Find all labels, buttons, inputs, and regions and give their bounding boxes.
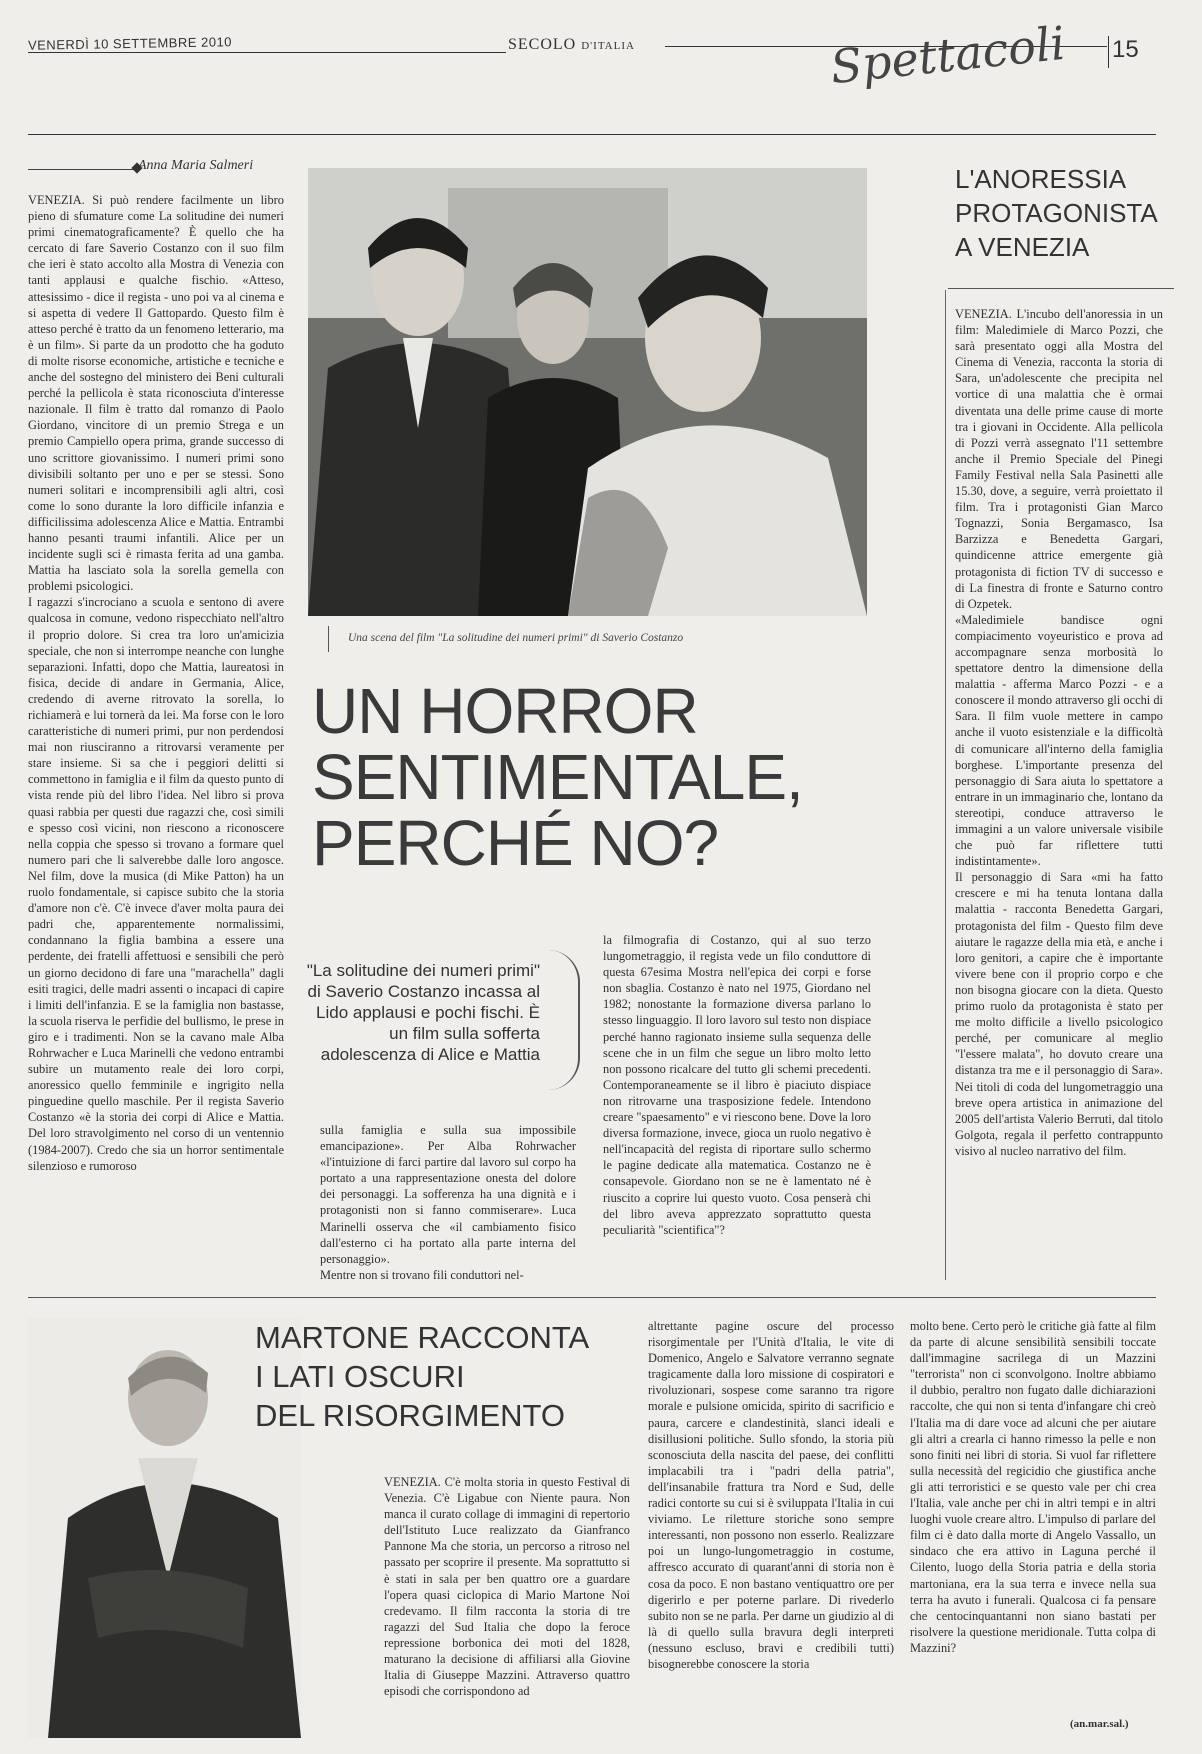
- byline-rule: [28, 169, 138, 170]
- caption-rule: [328, 626, 329, 652]
- issue-date: VENERDÌ 10 SETTEMBRE 2010: [27, 34, 233, 53]
- main-article-column-2: sulla famiglia e sulla sua impossibile emancipazione». Per Alba Rohrwacher «l'intuizione di farci partire dal lavoro sul corpo ha portato a una rappresentazione onesta del dolore dei personaggi. La sofferenza ha una dignità e i protagonisti non si fanno commiserare». Luca Marinelli osserva che «il cambiamento fisico dall'esterno ci ha portato alla parte interna del personaggio». Mentre non si trovano fili conduttori nel-: [320, 1123, 576, 1282]
- pagenum-divider: [1108, 36, 1109, 68]
- side-headline-line-2: PROTAGONISTA: [955, 198, 1158, 228]
- bottom-article-signature: (an.mar.sal.): [1070, 1718, 1129, 1730]
- header-rule: [28, 134, 1156, 135]
- pull-quote: "La solitudine dei numeri primi" di Saverio Costanzo incassa al Lido applausi e pochi fischi. È un film sulla sofferta adolescenza di Alice e Mattia: [306, 961, 540, 1064]
- masthead-rule-left: [28, 52, 506, 53]
- side-headline: [955, 162, 1158, 264]
- main-article-column-3: la filmografia di Costanzo, qui al suo terzo lungometraggio, il regista vede un filo conduttore di questa 67esima Mostra nell'epica dei corpi e forse non sbaglia. Costanzo è nato nel 1975, Giordano nel 1982; nonostante la formazione diversa parlano lo stesso linguaggio. Il loro lavoro sul testo non dispiace perché hanno ragionato insieme sulla sequenza delle scene che in un film che segue un libro molto letto non possono ricalcare del tutto gli schemi precedenti. Contemporaneamente se il libro è piaciuto dispiace non ritrovarne una trasposizione fedele. Intendono creare "spaesamento" e vi riescono bene. Dove la loro diversa formazione, invece, gioca un ruolo negativo è nell'incapacità del regista di riportare sullo schermo le pagine dedicate alla matematica. Costanzo ne è consapevole. Giordano non se ne è lamentato né è riuscito a coprire lui questo vuoto. Cosa penserà chi del libro aveva apprezzato soprattutto questa peculiarità "scientifica"?: [603, 933, 871, 1237]
- newspaper-name: [508, 36, 635, 54]
- newspaper-name-sub: D'ITALIA: [581, 40, 635, 52]
- bottom-article-column-3: molto bene. Certo però le critiche già fatte al film da parte di alcune sensibilità sensibili toccate dall'immagine sacrilega di un Mazzini "terrorista" non ci sconvolgono. Inoltre abbiamo il dubbio, peraltro non fugato dalle dichiarazioni raccolte, che qui non si tenta d'infangare chi creò l'Italia ma di dare voce ad alcuni che per aiutare gli altri a crearla ci hanno rimesso la pelle e non sono finiti nei libri di storia. Si vuol far riflettere sulla necessità del regicidio che giustifica anche gli atti terroristici e se questo vale per chi crea l'Italia, vale anche per chi in altri tempi e in altri luoghi vuole creare altro. L'impulso di parlare del film ci è dato dalla morte di Angelo Vassallo, un sindaco che era attivo in Laguna perché il Cilento, luogo della Storia patria e della storia martoniana, era la sua terra e invece nella sua terra ha avuto i funerali. Qualcosa ci fa pensare che centocinquantanni non siano bastati per risolvere la questione meridionale. Tutta colpa di Mazzini?: [910, 1319, 1156, 1655]
- bottom-headline: [255, 1318, 589, 1435]
- bottom-headline-line-1: MARTONE RACCONTA: [255, 1320, 590, 1355]
- side-headline-rule: [948, 288, 1174, 289]
- bottom-headline-line-3: DEL RISORGIMENTO: [255, 1398, 566, 1433]
- bottom-article-column-1: VENEZIA. C'è molta storia in questo Festival di Venezia. C'è Ligabue con Niente paura. Non manca il curato collage di immagini di repertorio dell'Istituto Luce realizzato da Gianfranco Pannone Ma che storia, un percorso a ritroso nel passato per scoprire il presente. Ma soprattutto si è stati in sala per ben quattro ore a guardare l'opera quasi ciclopica di Mario Martone Noi credevamo. Il film racconta la storia di tre ragazzi del Sud Italia che dopo la feroce repressione borbonica dei moti del 1828, maturano la decisione di affiliarsi alla Giovine Italia di Giuseppe Mazzini. Attraverso quattro episodi che corrispondono ad: [384, 1475, 630, 1699]
- section-title: Spettacoli: [827, 15, 1068, 95]
- main-headline-line-3: PERCHÉ NO?: [312, 807, 719, 879]
- side-headline-line-1: L'ANORESSIA: [955, 164, 1127, 194]
- byline: Anna Maria Salmeri: [138, 158, 254, 173]
- pull-quote-bracket: [548, 950, 580, 1090]
- film-scene-photo: [308, 168, 867, 616]
- main-article-column-1: VENEZIA. Si può rendere facilmente un libro pieno di sfumature come La solitudine dei numeri primi cinematograficamente? È quello che ha cercato di fare Saverio Costanzo con il suo film che ieri è stato accolto alla Mostra di Venezia con tanti applausi e qualche fischio. «Atteso, attesissimo - dice il regista - uno poi va al cinema e si aspetta di vedere Il Gattopardo. Questo film è atteso perché è tratto da un fenomeno letterario, ma è un film». Si parte da un prodotto che ha goduto di molte risorse economiche, artistiche e tecniche e anche del sostegno del ministero dei Beni culturali perché la pellicola è stata riconosciuta d'interesse nazionale. Il film è tratto dal romanzo di Paolo Giordano, vincitore di un premio Strega e un premio Campiello opera prima, grande successo di uno scrittore giovanissimo. I numeri primi sono divisibili soltanto per uno e per se stessi. Sono numeri solitari e incomprensibili agli altri, così come lo sono durante la loro difficile infanzia e difficilissima adolescenza Alice e Mattia. Entrambi hanno pesanti traumi infantili. Alice per un incidente sugli sci è rimasta ferita ad una gamba. Mattia ha lasciato sola la sorella gemella con problemi psicologici. I ragazzi s'incrociano a scuola e sentono di avere qualcosa in comune, vedono rispecchiato nell'altro il proprio dolore. Si crea tra loro un'amicizia speciale, che non si interrompe neanche con lunghe separazioni. Infatti, dopo che Mattia, laureatosi in fisica, decide di andare in Germania, Alice, credendo di averne ritrovato la sorella, lo richiamerà e lui tornerà da lei. Ma forse con le loro caratteristiche di numeri primi, pur non perdendosi mai non riusciranno a ritrovarsi veramente per stare insieme. Si sa che i peggiori delitti si commettono in famiglia e il film da questo punto di vista rende più del libro l'idea. Nel libro si prova quasi rabbia per questi due ragazzi che, così simili e spesso così vicini, non riescono a riconoscere nella coppia che spesso si trovano a formare quel numero pari che li salverebbe dalle loro angosce. Nel film, dove la musica (di Mike Patton) ha un ruolo fondamentale, si capisce subito che la storia d'amore non c'è. C'è invece d'aver molta paura dei padri che, apparentemente normalissimi, condannano la figlia bambina a essere una perdente, dei fratelli affettuosi e sensibili che però un giorno decidono di fare una "marachella" dagli esiti tragici, delle madri assenti o incapaci di capire i limiti dell'infanzia. E se la famiglia non bastasse, la scuola riserva le perfidie del bullismo, le prese in giro e i tradimenti. Non se la cavano male Alba Rohrwacher e Luca Marinelli che vedono entrambi subire un mutamento reale dei loro corpi, anoressico quello femminile e ingrigito nella pinguedine quello maschile. Per il regista Saverio Costanzo «è la storia dei corpi di Alice e Mattia. Del loro stravolgimento nel corso di un ventennio (1984-2007). Credo che sia un horror sentimentale silenzioso e rumoroso: [28, 193, 284, 1173]
- bottom-section-rule: [28, 1297, 1156, 1298]
- main-headline-line-1: UN HORROR: [312, 675, 698, 747]
- main-headline-line-2: SENTIMENTALE,: [312, 741, 803, 813]
- side-column-rule: [945, 290, 946, 1280]
- side-headline-line-3: A VENEZIA: [955, 232, 1090, 262]
- bottom-headline-line-2: I LATI OSCURI: [255, 1359, 465, 1394]
- page-number: 15: [1112, 36, 1139, 63]
- photo-caption: Una scena del film "La solitudine dei numeri primi" di Saverio Costanzo: [348, 632, 684, 644]
- newspaper-name-main: SECOLO: [508, 36, 577, 53]
- bottom-article-column-2: altrettante pagine oscure del processo risorgimentale per l'Unità d'Italia, le vite di Domenico, Angelo e Salvatore verranno segnate tragicamente dalla loro missione di cospiratori e rivoluzionari, sospese come saranno tra rigore morale e pulsione omicida, spirito di sacrificio e paura, carcere e clandestinità, slanci ideali e disillusioni politiche. Sullo sfondo, la storia più sconosciuta della nascita del paese, dei conflitti implacabili tra i "padri della patria", dell'insanabile frattura tra Nord e Sud, delle radici contorte su cui si è sviluppata l'Italia in cui viviamo. Le riletture storiche sono sempre interessanti, non possono non esserlo. Realizzare poi un lungo-lungometraggio in costume, affresco accurato di quarant'anni di storia non è cosa da poco. E non bastano ventiquattro ore per digerirlo e per poterne parlare. Di rivederlo subito non se ne parla. Per darne un giudizio al di là di quello sulla bravura degli interpreti (nessuno escluso, bravi e credibili tutti) bisognerebbe conoscere la storia: [648, 1319, 894, 1671]
- main-headline: [312, 675, 803, 879]
- side-article-body: VENEZIA. L'incubo dell'anoressia in un film: Maledimiele di Marco Pozzi, che sarà presentato oggi alla Mostra del Cinema di Venezia, racconta la storia di Sara, un'adolescente che precipita nel vortice di una malattia che è ormai diventata una delle prime cause di morte tra i giovani in Occidente. Alla pellicola di Pozzi verrà assegnato l'11 settembre anche il Premio Speciale del Pinegi Family Festival nella Sala Pasinetti alle 15.30, dove, a seguire, verrà proiettato il film. Tra i protagonisti Gian Marco Tognazzi, Sonia Bergamasco, Isa Barzizza e Benedetta Gargari, quindicenne attrice emergente già protagonista di fiction TV di successo e di La finestra di fronte e Saturno contro di Ozpetek. «Maledimiele bandisce ogni compiacimento voyeuristico e prova ad accompagnare senza morbosità lo spettatore dentro la dimensione della malattia - afferma Marco Pozzi - e a conoscere il mondo attraverso gli occhi di Sara. Il film vuole mettere in campo anche il vuoto esistenziale e la difficoltà di comunicare all'interno della famiglia borghese. L'importante presenza del personaggio di Sara aiuta lo spettatore a entrare in un immaginario che, lontano da stereotipi, conduce attraverso le immagini a un valore universale visibile che può far riflettere tutti indistintamente». Il personaggio di Sara «mi ha fatto crescere e mi ha tenuta lontana dalla malattia - racconta Benedetta Gargari, protagonista del film - Questo film deve aiutare le ragazze della mia età, e anche i loro genitori, a capire che è importante vivere bene con il proprio corpo e che non bisogna giocare con la dieta. Questo primo ruolo da protagonista è stato per me molto difficile a livello psicologico perché, per comunicare al meglio "l'essere malata", ho dovuto creare una distanza tra me e il personaggio di Sara». Nei titoli di coda del lungometraggio una breve opera artistica in animazione del 2005 dell'artista Valerio Berruti, dal titolo Golgota, regala il perfetto contrappunto visivo al nucleo narrativo del film.: [955, 307, 1163, 1158]
